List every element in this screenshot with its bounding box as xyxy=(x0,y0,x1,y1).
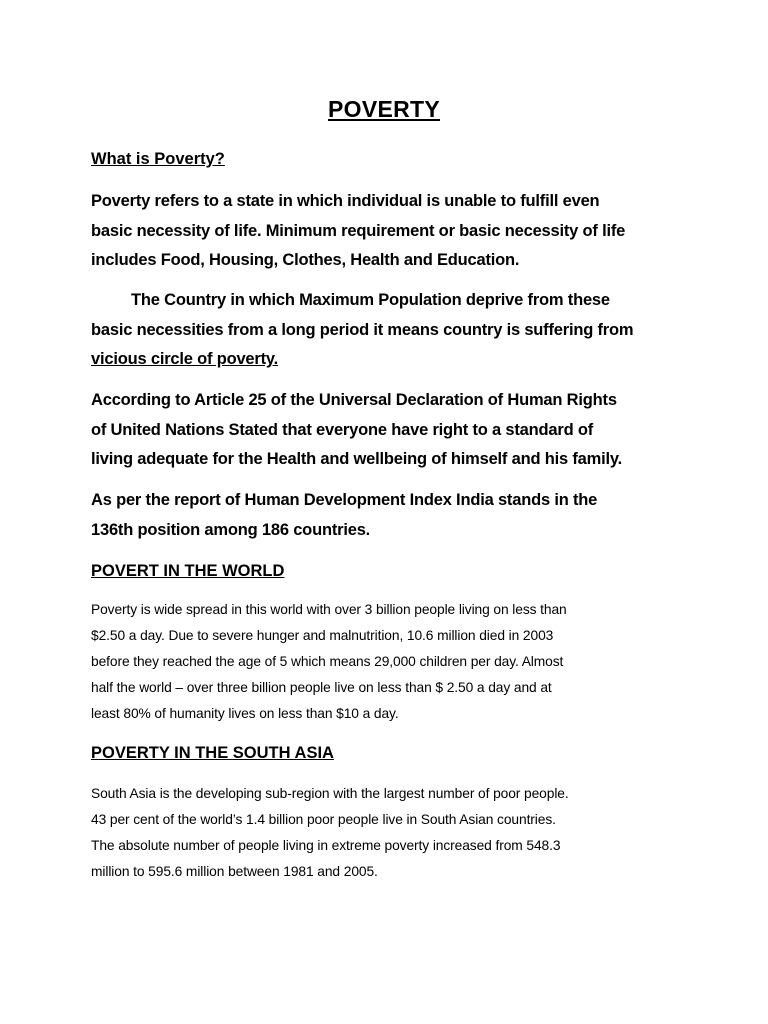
paragraph-line: 136th position among 186 countries. xyxy=(91,520,371,539)
paragraph-line: of United Nations Stated that everyone have right to a standard of xyxy=(91,420,594,439)
paragraph-line: before they reached the age of 5 which means 29,000 children per day. Almost xyxy=(91,654,564,669)
paragraph-line: least 80% of humanity lives on less than $10 a day. xyxy=(91,706,399,721)
paragraph-line: million to 595.6 million between 1981 and 2005. xyxy=(91,864,378,879)
paragraph-line: As per the report of Human Development Index India stands in the xyxy=(91,491,598,509)
vicious-circle-phrase: vicious circle of poverty. xyxy=(91,350,279,368)
paragraph-line: According to Article 25 of the Universal Declaration of Human Rights xyxy=(91,391,617,409)
paragraph-line: Poverty refers to a state in which individual is unable to fulfill even xyxy=(91,192,600,210)
paragraph-world-poverty xyxy=(91,597,691,727)
paragraph-line: basic necessities from a long period it means country is suffering from xyxy=(91,320,634,339)
paragraph-line: South Asia is the developing sub-region with the largest number of poor people. xyxy=(91,786,569,801)
paragraph-vicious-circle xyxy=(91,286,691,375)
paragraph-line: The Country in which Maximum Population deprive from these xyxy=(131,291,610,309)
paragraph-line: Poverty is wide spread in this world with over 3 billion people living on less than xyxy=(91,602,567,617)
section-heading-what-is-poverty: What is Poverty? xyxy=(91,150,225,168)
paragraph-hdi xyxy=(91,486,691,545)
paragraph-line: 43 per cent of the world’s 1.4 billion poor people live in South Asian countries. xyxy=(91,812,556,827)
paragraph-article-25 xyxy=(91,386,691,475)
paragraph-line: $2.50 a day. Due to severe hunger and malnutrition, 10.6 million died in 2003 xyxy=(91,628,554,643)
paragraph-line: The absolute number of people living in extreme poverty increased from 548.3 xyxy=(91,838,561,853)
section-heading-world: POVERT IN THE WORLD xyxy=(91,562,285,580)
paragraph-line: includes Food, Housing, Clothes, Health and Education. xyxy=(91,251,520,269)
paragraph-definition xyxy=(91,187,691,276)
document-title: POVERTY xyxy=(327,96,440,122)
paragraph-south-asia xyxy=(91,781,691,885)
paragraph-line: basic necessity of life. Minimum requirement or basic necessity of life xyxy=(91,221,626,240)
paragraph-line: living adequate for the Health and wellbeing of himself and his family. xyxy=(91,450,622,468)
section-heading-south-asia: POVERTY IN THE SOUTH ASIA xyxy=(91,744,334,762)
paragraph-line: half the world – over three billion people live on less than $ 2.50 a day and at xyxy=(91,680,552,695)
